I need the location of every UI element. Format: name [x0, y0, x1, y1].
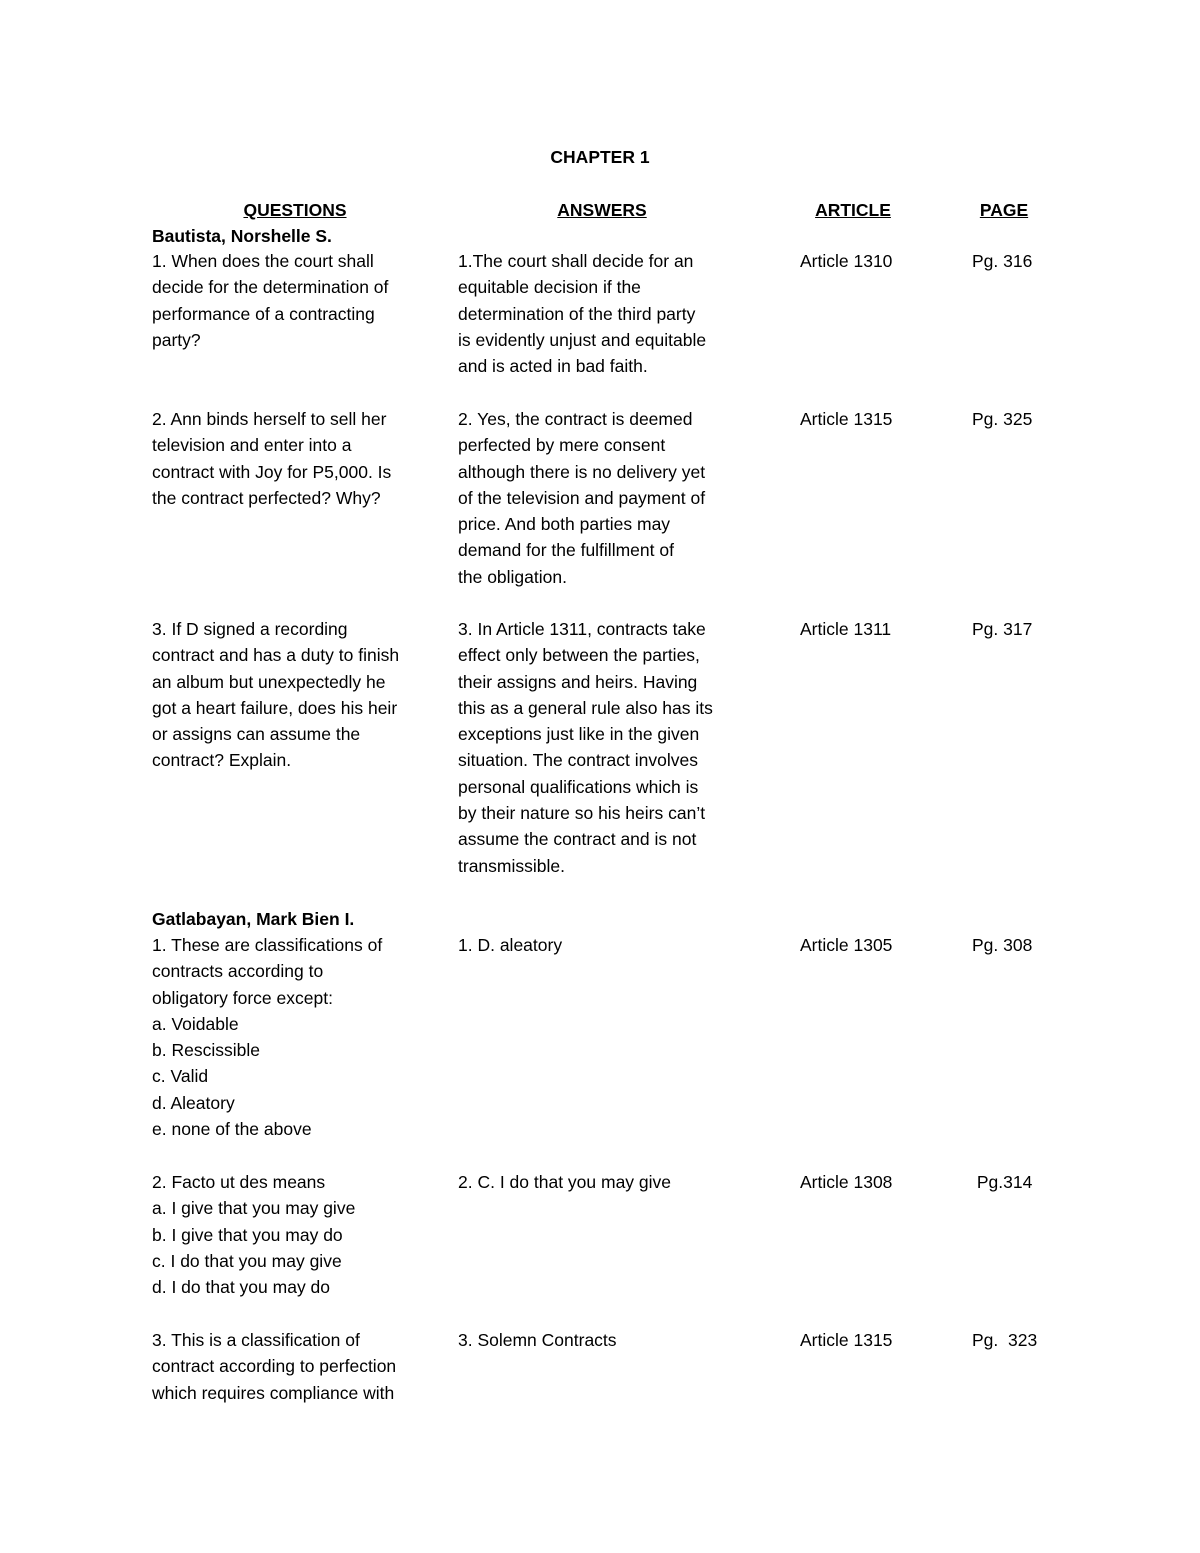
answer-text: 1.The court shall decide for an equitable decision if the determination of the third party is evidently unjust and equitable and is acted in bad faith.: [458, 251, 707, 377]
question-text: 2. Ann binds herself to sell her television and enter into a contract with Joy for P5,000. Is the contract perfected? Why?: [152, 409, 392, 508]
page-reference: Pg. 325: [972, 409, 1033, 429]
column-header-page: PAGE: [979, 200, 1029, 220]
question-text: 2. Facto ut des means a. I give that you may give b. I give that you may do c. I do that you may give d. I do that you may do: [152, 1172, 356, 1298]
author-name: Bautista, Norshelle S.: [152, 226, 332, 246]
author-name: Gatlabayan, Mark Bien I.: [152, 909, 355, 929]
question-text: 3. This is a classification of contract according to perfection which requires compliance with: [152, 1330, 397, 1403]
page-reference: Pg. 317: [972, 619, 1033, 639]
page-reference: Pg.314: [972, 1172, 1033, 1192]
answer-text: 2. Yes, the contract is deemed perfected by mere consent although there is no delivery yet of the television and payment of price. And both parties may demand for the fulfillment of the obligation.: [458, 409, 706, 587]
article-reference: Article 1305: [800, 935, 893, 955]
column-header-article: ARTICLE: [815, 200, 891, 220]
answer-text: 1. D. aleatory: [458, 935, 563, 955]
article-reference: Article 1310: [800, 251, 893, 271]
page-reference: Pg. 316: [972, 251, 1033, 271]
answer-text: 3. In Article 1311, contracts take effect only between the parties, their assigns and heirs. Having this as a general rule also has its exceptions just like in the given situation. The contract involves personal qualifications which is by their nature so his heirs can’t assume the contract and is not transmissible.: [458, 619, 713, 876]
column-header-answers: ANSWERS: [557, 200, 647, 220]
question-text: 3. If D signed a recording contract and has a duty to finish an album but unexpectedly he got a heart failure, does his heir or assigns can assume the contract? Explain.: [152, 619, 400, 771]
question-text: 1. These are classifications of contracts according to obligatory force except: a. Voidable b. Rescissible c. Valid d. Aleatory e. none of the above: [152, 935, 383, 1140]
answer-text: 3. Solemn Contracts: [458, 1330, 617, 1350]
chapter-title: CHAPTER 1: [550, 147, 650, 167]
article-reference: Article 1311: [800, 619, 892, 639]
article-reference: Article 1308: [800, 1172, 893, 1192]
article-reference: Article 1315: [800, 1330, 893, 1350]
column-header-questions: QUESTIONS: [243, 200, 347, 220]
article-reference: Article 1315: [800, 409, 893, 429]
page-reference: Pg. 308: [972, 935, 1033, 955]
answer-text: 2. C. I do that you may give: [458, 1172, 672, 1192]
page-reference: Pg. 323: [972, 1330, 1038, 1350]
question-text: 1. When does the court shall decide for the determination of performance of a contracting party?: [152, 251, 389, 350]
